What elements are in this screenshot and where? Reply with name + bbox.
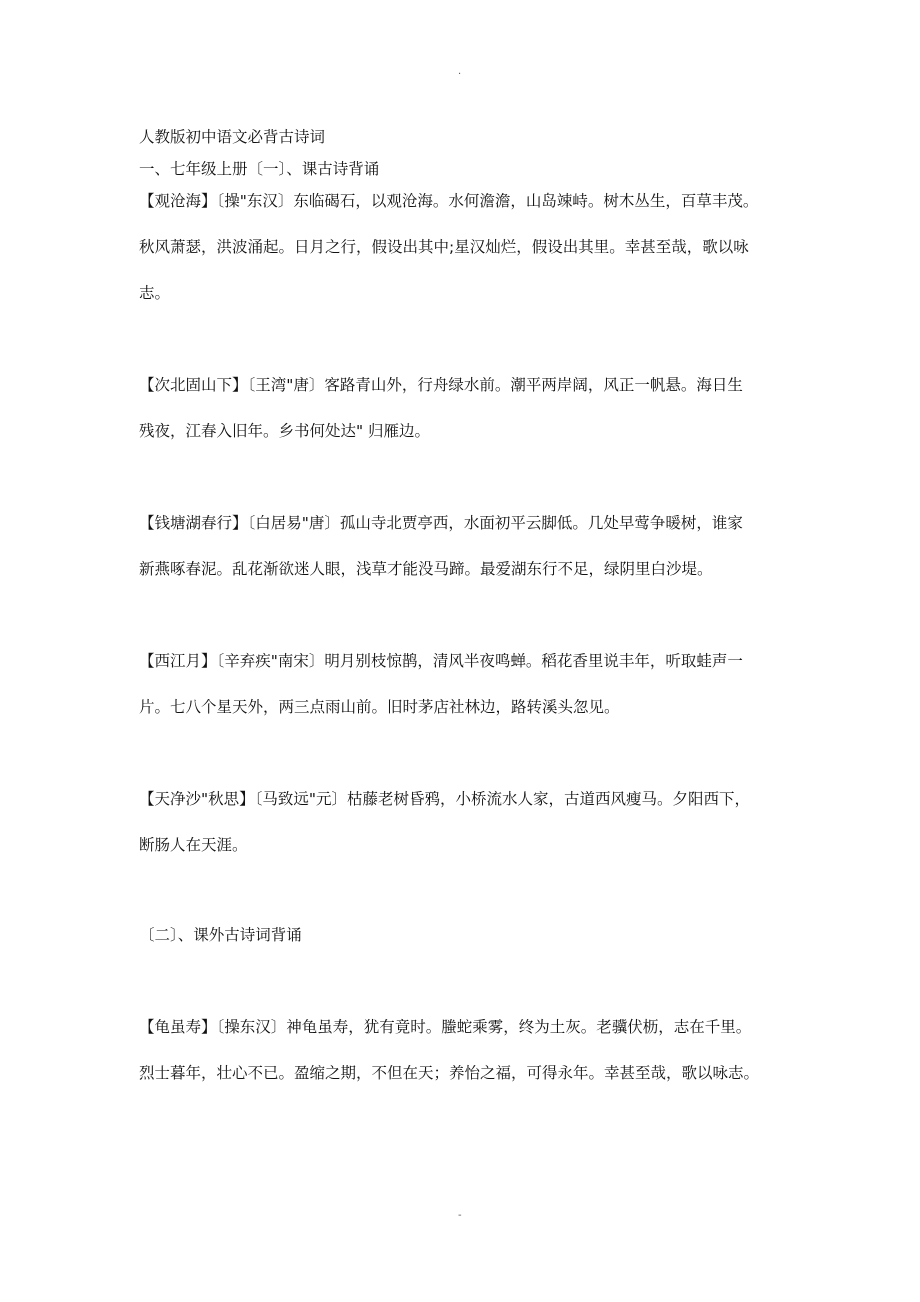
poem-line: 【西江月】〔辛弃疾"南宋〕明月别枝惊鹊，清风半夜鸣蝉。稻花香里说丰年，听取蛙声一 — [139, 652, 743, 670]
poem-line: 断肠人在天涯。 — [139, 836, 248, 854]
poem-line: 残夜，江春入旧年。乡书何处达" 归雁边。 — [139, 422, 431, 440]
poem-qian-tang-hu-chun-xing — [139, 512, 787, 580]
poem-line: 秋风萧瑟，洪波涌起。日月之行，假设出其中;星汉灿烂，假设出其里。幸甚至哉，歌以咏 — [139, 238, 749, 256]
poem-line: 烈士暮年，壮心不已。盈缩之期，不但在天；养怡之福，可得永年。幸甚至哉，歌以咏志。 — [139, 1064, 760, 1082]
poem-line: 【钱塘湖春行】〔白居易"唐〕孤山寺北贾亭西，水面初平云脚低。几处早莺争暖树，谁家 — [139, 514, 743, 532]
section-title-1: 一、七年级上册〔一〕、课古诗背诵 — [139, 160, 380, 178]
header-mark: . — [458, 66, 462, 77]
poem-gui-sui-shou — [139, 1016, 787, 1084]
poem-ci-bei-gu-shan-xia — [139, 374, 787, 442]
poem-line: 【观沧海】〔操"东汉〕东临碣石，以观沧海。水何澹澹，山岛竦峙。树木丛生，百草丰茂。 — [139, 192, 759, 210]
document-title: 人教版初中语文必背古诗词 — [139, 128, 326, 146]
footer-mark: - — [458, 1210, 462, 1221]
poem-line: 【次北固山下】〔王湾"唐〕客路青山外，行舟绿水前。潮平两岸阔，风正一帆悬。海日生 — [139, 376, 743, 394]
poem-xi-jiang-yue — [139, 650, 787, 718]
poem-line: 【龟虽寿】〔操东汉〕神龟虽寿，犹有竟时。螣蛇乘雾，终为土灰。老骥伏枥，志在千里。 — [139, 1018, 752, 1036]
document-body — [139, 126, 787, 1084]
poem-line: 片。七八个星天外，两三点雨山前。旧时茅店社林边，路转溪头忽见。 — [139, 698, 620, 716]
poem-guan-cang-hai — [139, 190, 787, 304]
poem-tian-jing-sha — [139, 788, 787, 856]
poem-line: 【天净沙"秋思】〔马致远"元〕枯藤老树昏鸦，小桥流水人家，古道西风瘦马。夕阳西下， — [139, 790, 751, 808]
poem-line: 志。 — [139, 284, 171, 302]
poem-line: 新燕啄春泥。乱花渐欲迷人眼，浅草才能没马蹄。最爱湖东行不足，绿阴里白沙堤。 — [139, 560, 713, 578]
section-title-2: 〔二〕、课外古诗词背诵 — [139, 926, 302, 944]
